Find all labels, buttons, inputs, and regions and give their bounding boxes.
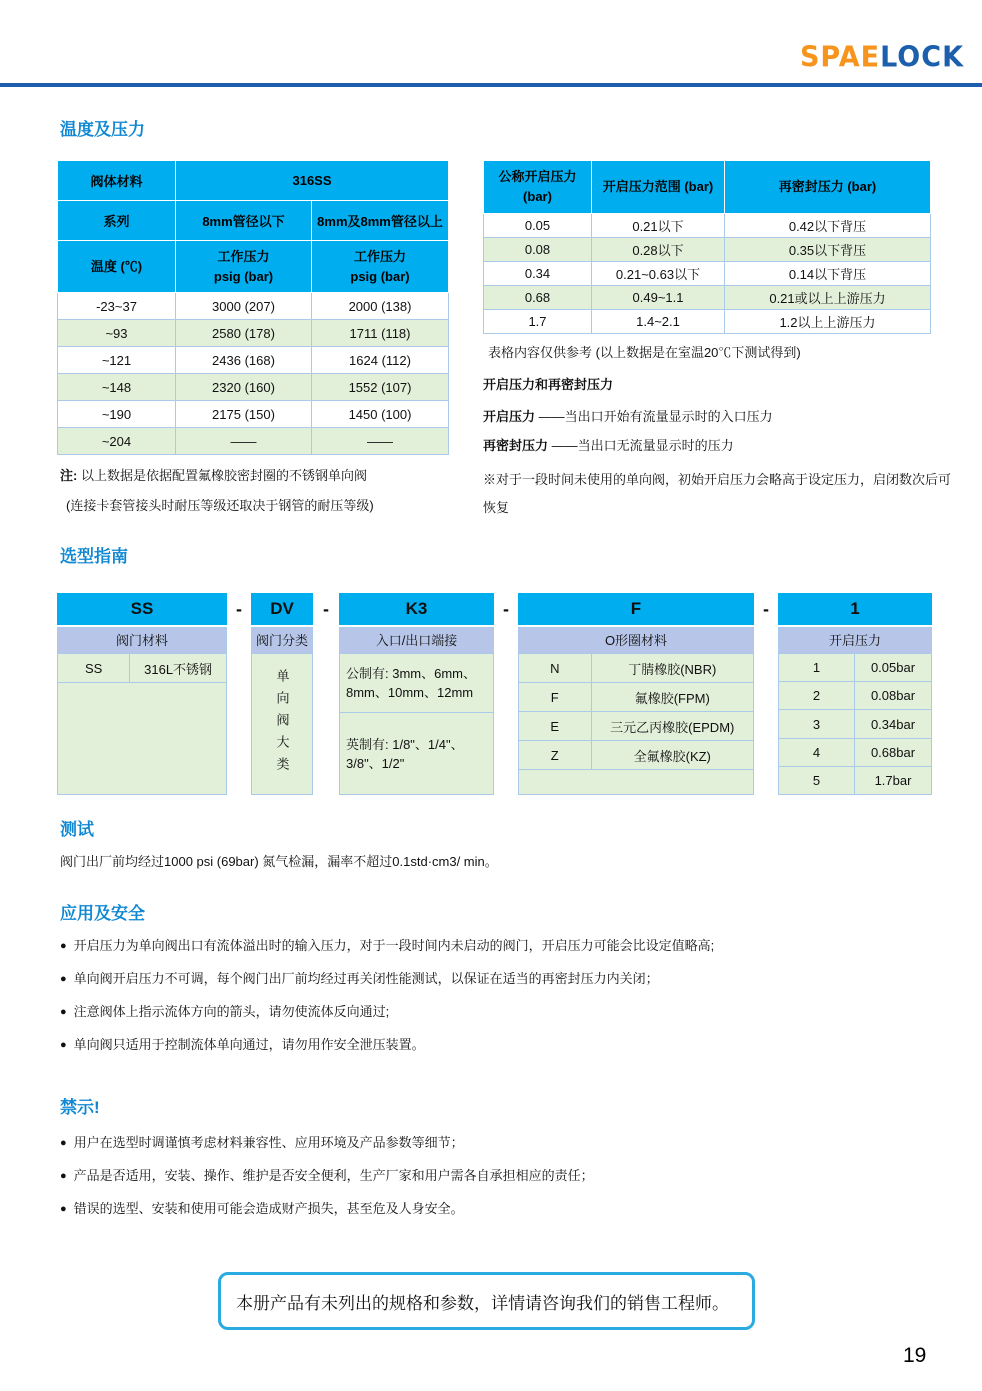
table-header-cell: 8mm及8mm管径以上: [312, 201, 449, 241]
cell-pressure: 1552 (107): [312, 374, 449, 401]
cell: 0.14以下背压: [725, 262, 931, 286]
table-header-cell: 8mm管径以下: [176, 201, 312, 241]
header-line: psig (bar): [213, 268, 274, 284]
note-text: 以上数据是依据配置氟橡胶密封圈的不锈钢单向阀: [77, 468, 367, 483]
bullet-icon: ●: [60, 1137, 67, 1149]
pressure-value: 0.34bar: [870, 716, 916, 732]
definition-term: 开启压力: [483, 409, 536, 424]
pressure-key: 2: [779, 682, 855, 709]
definition-text: ——当出口无流量显示时的压力: [548, 438, 734, 453]
definition-cracking: [483, 408, 773, 426]
label-oring-material: O形圈材料: [518, 627, 754, 653]
cell-pressure: 2000 (138): [312, 293, 449, 320]
list-item: [60, 1134, 920, 1152]
bullet-text: 用户在选型时调谨慎考虑材料兼容性、应用环境及产品参数等细节；: [73, 1135, 464, 1150]
table-row: [484, 286, 931, 310]
note-label: 注:: [60, 468, 78, 483]
table-header-cell: [312, 241, 449, 293]
oring-key: E: [519, 712, 592, 740]
cell: 0.35以下背压: [725, 238, 931, 262]
list-item: [60, 1036, 920, 1054]
selection-block-cracking-pressure: [778, 593, 932, 795]
cell: 1.2以上上游压力: [725, 310, 931, 334]
header-line: (bar): [523, 189, 552, 204]
cell-pressure: ——: [312, 428, 449, 455]
cell-temp: ~121: [58, 347, 176, 374]
dash: -: [236, 599, 242, 619]
pressure-value: 0.68bar: [870, 744, 916, 760]
cell-pressure: 2580 (178): [176, 320, 312, 347]
vertical-text-check-valve: 单向阀大类: [274, 669, 290, 779]
pressure-value: 0.08bar: [870, 688, 916, 704]
cell: 0.08: [484, 238, 592, 262]
cell-temp: ~204: [58, 428, 176, 455]
table-row: [484, 214, 931, 238]
cell: 1.7: [484, 310, 592, 334]
definition-text: ——当出口开始有流量显示时的入口压力: [535, 409, 773, 424]
cell-pressure: 3000 (207): [176, 293, 312, 320]
list-item: [60, 970, 920, 988]
cell-temp: ~93: [58, 320, 176, 347]
header-line: psig (bar): [350, 268, 410, 284]
label-cracking-pressure: 开启压力: [778, 627, 932, 653]
brand-logo-part2: LOCK: [880, 41, 964, 74]
label-end-connection: 入口/出口端接: [339, 627, 494, 653]
section-title-testing: 测试: [60, 820, 94, 839]
table-header-cell: [484, 161, 592, 214]
cell: 0.28以下: [592, 238, 725, 262]
selection-block-category: [251, 593, 313, 795]
cell: 1.4~2.1: [592, 310, 725, 334]
code-1: 1: [778, 593, 932, 625]
bullet-text: 产品是否适用，安装、操作、维护是否安全便利，生产厂家和用户需各自承担相应的责任；: [73, 1168, 594, 1183]
dash: -: [763, 599, 769, 619]
selection-guide-table: [57, 593, 932, 795]
table-row: [58, 428, 449, 455]
brand-logo-part1: SPAE: [799, 41, 881, 74]
label-valve-material: 阀门材料: [57, 627, 227, 653]
table-header-cell: 开启压力范围 (bar): [592, 161, 725, 214]
header-line: 公称开启压力: [498, 169, 577, 184]
list-item: [60, 1200, 920, 1218]
pressure-key: 5: [779, 767, 855, 794]
table-header-cell: 再密封压力 (bar): [725, 161, 931, 214]
testing-text: 阀门出厂前均经过1000 psi (69bar) 氮气检漏，漏率不超过0.1std·cm3/ min。: [60, 854, 498, 869]
left-table-note-1: [60, 467, 367, 485]
code-ss: SS: [57, 593, 227, 625]
pressure-key: 4: [779, 739, 855, 766]
selection-block-oring: [518, 593, 754, 795]
contact-callout-text: 本册产品有未列出的规格和参数，详情请咨询我们的销售工程师。: [236, 1293, 729, 1313]
bullet-icon: ●: [60, 1039, 67, 1051]
oring-key: Z: [519, 741, 592, 769]
cell: 0.68: [484, 286, 592, 310]
table-row: [58, 293, 449, 320]
header-divider: [0, 83, 982, 87]
bullet-text: 单向阀开启压力不可调，每个阀门出厂前均经过再关闭性能测试，以保证在适当的再密封压力内关闭；: [73, 971, 659, 986]
cell: 0.21以下: [592, 214, 725, 238]
separator: [494, 593, 518, 795]
table-row: [484, 262, 931, 286]
oring-key: N: [519, 654, 592, 682]
bullet-icon: ●: [60, 1203, 67, 1215]
bullet-text: 单向阀只适用于控制流体单向通过，请勿用作安全泄压装置。: [73, 1037, 425, 1052]
cell: 0.42以下背压: [725, 214, 931, 238]
cell-pressure: 1624 (112): [312, 347, 449, 374]
prohibition-bullet-list: [60, 1134, 920, 1233]
header-line: 工作压力: [354, 248, 407, 264]
cell: 0.34: [484, 262, 592, 286]
cell-pressure: 1711 (118): [312, 320, 449, 347]
page-number: 19: [903, 1344, 927, 1367]
list-item: [60, 1167, 920, 1185]
cell: 0.21或以上上游压力: [725, 286, 931, 310]
contact-callout-box: [218, 1272, 755, 1330]
temp-pressure-table: [57, 160, 449, 455]
oring-key: F: [519, 683, 592, 711]
table-row: [484, 310, 931, 334]
cell-temp: -23~37: [58, 293, 176, 320]
table-header-cell: [176, 241, 312, 293]
imperial-sizes: 英制有: 1/8"、1/4"、3/8"、1/2": [346, 736, 464, 771]
section-title-selection-guide: 选型指南: [60, 547, 128, 566]
bullet-text: 注意阀体上指示流体方向的箭头，请勿使流体反向通过;: [73, 1004, 390, 1019]
pressure-subheading: 开启压力和再密封压力: [483, 377, 614, 392]
table-row: [58, 374, 449, 401]
dash: -: [503, 599, 509, 619]
oring-value: 氟橡胶(FPM): [634, 690, 710, 706]
reference-note: 表格内容仅供参考 (以上数据是在室温20℃下测试得到): [488, 345, 801, 360]
label-valve-category: 阀门分类: [251, 627, 313, 653]
definition-reseal: [483, 437, 734, 455]
selection-block-end-connection: [339, 593, 494, 795]
bullet-text: 开启压力为单向阀出口有流体溢出时的输入压力，对于一段时间内未启动的阀门，开启压力可能会比设定值略高;: [73, 938, 715, 953]
bullet-icon: ●: [60, 1006, 67, 1018]
oring-value: 三元乙丙橡胶(EPDM): [610, 719, 735, 735]
bullet-icon: ●: [60, 940, 67, 952]
oring-value: 丁腈橡胶(NBR): [628, 661, 717, 677]
section-title-prohibition: 禁示!: [60, 1098, 100, 1117]
left-table-note-2: (连接卡套管接头时耐压等级还取决于钢管的耐压等级): [66, 498, 374, 513]
pressure-key: 1: [779, 654, 855, 681]
material-key: SS: [58, 654, 130, 682]
cell: 0.49~1.1: [592, 286, 725, 310]
cell-pressure: 2175 (150): [176, 401, 312, 428]
section-title-temp-pressure: 温度及压力: [60, 120, 145, 139]
cell: 0.21~0.63以下: [592, 262, 725, 286]
bullet-icon: ●: [60, 973, 67, 985]
material-value: 316L不锈钢: [144, 661, 213, 677]
cracking-pressure-table: [483, 160, 931, 334]
header-line: 工作压力: [217, 248, 270, 264]
table-header-cell: 温度 (℃): [58, 241, 176, 293]
section-title-application-safety: 应用及安全: [60, 904, 145, 923]
list-item: [60, 1003, 920, 1021]
empty-cell: [519, 770, 753, 794]
table-header-cell: 316SS: [176, 161, 449, 201]
cell-temp: ~148: [58, 374, 176, 401]
table-header-cell: 阀体材料: [58, 161, 176, 201]
application-bullet-list: [60, 937, 920, 1069]
oring-value: 全氟橡胶(KZ): [633, 748, 711, 764]
table-header-cell: 系列: [58, 201, 176, 241]
metric-sizes: 公制有: 3mm、6mm、8mm、10mm、12mm: [346, 666, 477, 700]
separator: [313, 593, 339, 795]
cell-pressure: 2436 (168): [176, 347, 312, 374]
table-row: [58, 347, 449, 374]
pressure-value: 0.05bar: [870, 660, 916, 676]
list-item: [60, 937, 920, 955]
bullet-text: 错误的选型、安装和使用可能会造成财产损失，甚至危及人身安全。: [73, 1201, 464, 1216]
cell-temp: ~190: [58, 401, 176, 428]
cell-pressure: 1450 (100): [312, 401, 449, 428]
cell-pressure: 2320 (160): [176, 374, 312, 401]
cell: 0.05: [484, 214, 592, 238]
pressure-key: 3: [779, 710, 855, 737]
separator: [227, 593, 251, 795]
table-row: [58, 401, 449, 428]
pressure-value: 1.7bar: [874, 772, 912, 788]
bullet-icon: ●: [60, 1170, 67, 1182]
cell-pressure: ——: [176, 428, 312, 455]
definition-term: 再密封压力: [483, 438, 549, 453]
table-row: [484, 238, 931, 262]
separator: [754, 593, 778, 795]
empty-cell: [58, 683, 226, 794]
brand-logo: [800, 41, 964, 74]
selection-block-material: [57, 593, 227, 795]
dash: -: [323, 599, 329, 619]
star-note: ※对于一段时间未使用的单向阀，初始开启压力会略高于设定压力，启闭数次后可恢复: [483, 472, 952, 515]
code-dv: DV: [251, 593, 313, 625]
code-k3: K3: [339, 593, 494, 625]
code-f: F: [518, 593, 754, 625]
table-row: [58, 320, 449, 347]
